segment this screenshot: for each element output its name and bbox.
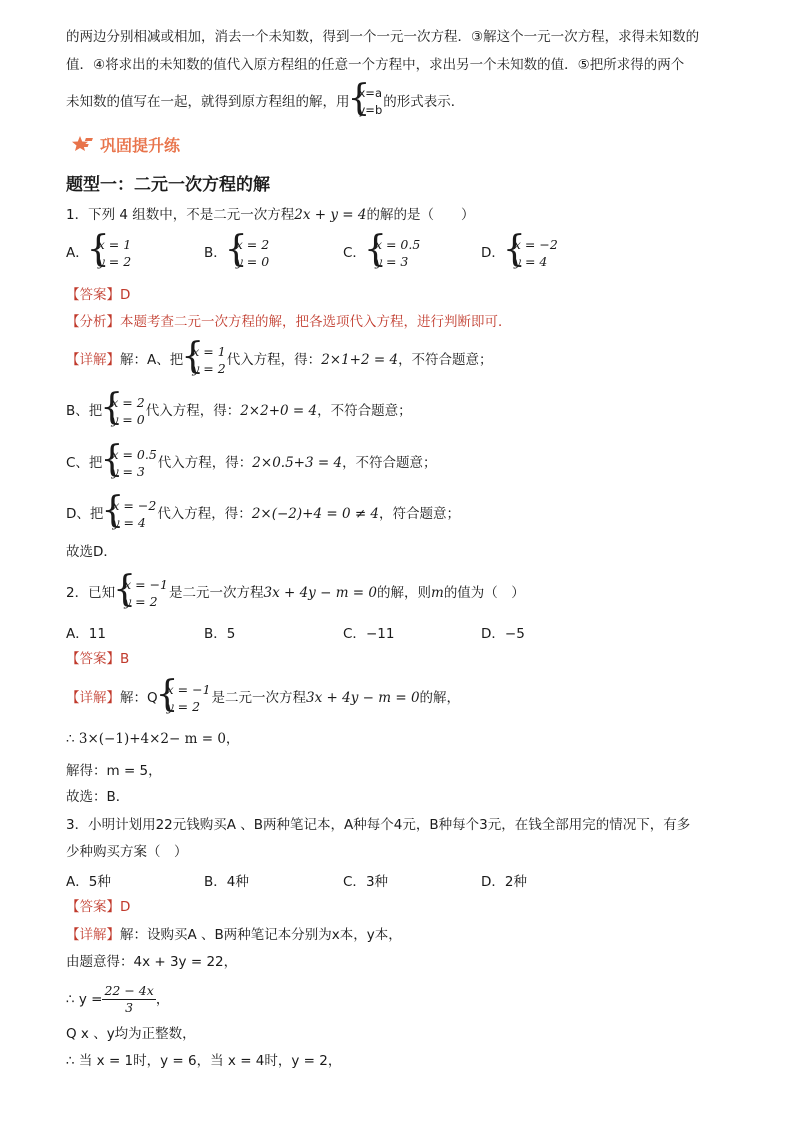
detail-text: B、把	[66, 403, 103, 419]
option-value: −11	[365, 626, 395, 642]
q1-stem	[66, 205, 474, 225]
q2-stem-text: 2．已知	[66, 585, 116, 601]
detail-text: 代入方程，得：	[226, 352, 322, 368]
sys-y: y = 3	[111, 464, 145, 479]
q1-equation: 2x + y = 4	[294, 207, 367, 223]
q2-stem-end: 的值为（ ）	[443, 585, 525, 601]
q2-step-2: 解得：m = 5，	[66, 763, 162, 779]
option-label: B．	[204, 245, 227, 261]
sys-y: y = 0	[111, 412, 145, 427]
system-top: { x=a	[358, 86, 382, 100]
option-x: { x = 2	[235, 237, 270, 252]
detail-text: C、把	[66, 455, 103, 471]
option-y: y = 3	[374, 254, 409, 269]
option-x: { x = 0.5	[374, 237, 421, 252]
sys-y: y = 2	[124, 594, 158, 609]
detail-equation: 2×(−2)+4 = 0 ≠ 4	[251, 506, 380, 522]
q1-detail-a	[66, 343, 493, 377]
detail-equation: 2×1+2 = 4	[321, 352, 399, 368]
q2-conclusion: 故选：B．	[66, 789, 130, 805]
q3-option-d[interactable]	[481, 870, 527, 890]
intro-line-3	[66, 85, 464, 119]
option-label: D．	[481, 626, 505, 642]
star-icon	[72, 135, 96, 155]
option-x: { x = −2	[513, 237, 558, 252]
q3-answer: 【答案】D	[66, 899, 131, 915]
intro-line-2: 值．④将求出的未知数的值代入原方程组的任意一个方程中，求出另一个未知数的值．⑤把所求得的两个	[66, 57, 685, 73]
intro-line-3-end: 的形式表示．	[383, 94, 465, 110]
q1-option-d[interactable]	[481, 236, 559, 270]
fraction-denominator: 3	[125, 1000, 134, 1015]
q3-option-a[interactable]	[66, 870, 111, 890]
option-label: A．	[66, 874, 89, 890]
option-label: C．	[343, 626, 366, 642]
q3-detail-4: Q x 、y均为正整数，	[66, 1026, 196, 1042]
fraction	[102, 983, 155, 1016]
detail-text: ，不符合题意；	[342, 455, 437, 471]
option-value: 5种	[88, 874, 111, 890]
sys-y: y = 4	[112, 515, 146, 530]
q2-option-d[interactable]	[481, 622, 525, 642]
q1-detail-b	[66, 394, 412, 428]
detail-text: 代入方程，得：	[157, 455, 253, 471]
q1-detail-d	[66, 497, 460, 531]
detail-equation: 3x + 4y − m = 0	[306, 690, 420, 706]
option-value: −5	[504, 626, 525, 642]
detail-text: ，	[155, 991, 170, 1008]
section-title: 巩固提升练	[100, 136, 181, 155]
q2-equation: 3x + 4y − m = 0	[263, 585, 377, 601]
detail-tag: 【详解】	[66, 690, 120, 706]
detail-text: 是二元一次方程	[211, 690, 307, 706]
detail-text: 的解，	[419, 690, 461, 706]
option-label: C．	[343, 245, 366, 261]
detail-text: 解：A、把	[120, 352, 184, 368]
option-label: A．	[66, 245, 89, 261]
detail-text: 解：设购买A 、B两种笔记本分别为x本，y本，	[120, 927, 402, 943]
q1-answer: 【答案】D	[66, 287, 131, 303]
option-y: y = 4	[513, 254, 548, 269]
option-value: 5	[226, 626, 236, 642]
q3-detail-3	[66, 983, 169, 1016]
q2-step-1: ∴ 3×(−1)+4×2− m = 0，	[66, 731, 240, 747]
q3-stem-line-2: 少种购买方案（ ）	[66, 844, 188, 860]
fraction-numerator: 22 − 4x	[104, 983, 154, 998]
sys-x: { x = 2	[111, 395, 145, 410]
q2-answer: 【答案】B	[66, 651, 130, 667]
q3-option-b[interactable]	[204, 870, 249, 890]
detail-text: ∴ y =	[66, 991, 103, 1008]
option-label: B．	[204, 626, 227, 642]
detail-text: ，不符合题意；	[398, 352, 493, 368]
option-label: D．	[481, 874, 505, 890]
sys-y: y = 2	[166, 699, 201, 714]
q3-detail-2: 由题意得：4x + 3y = 22，	[66, 954, 238, 970]
detail-text: 解：Q	[120, 690, 158, 706]
section-header	[72, 133, 180, 156]
detail-text: ，不符合题意；	[317, 403, 412, 419]
detail-equation: 2×2+0 = 4	[240, 403, 318, 419]
option-value: 4种	[226, 874, 249, 890]
sys-x: { x = −2	[112, 498, 157, 513]
option-y: y = 0	[235, 254, 270, 269]
q1-conclusion: 故选D．	[66, 544, 117, 560]
option-label: D．	[481, 245, 505, 261]
sys-y: y = 2	[192, 361, 226, 376]
q2-variable-m: m	[431, 585, 444, 601]
detail-text: 代入方程，得：	[145, 403, 241, 419]
q3-stem-line-1: 3．小明计划用22元钱购买A 、B两种笔记本，A种每个4元，B种每个3元，在钱全部用完的情况下，有多	[66, 817, 691, 833]
detail-text: D、把	[66, 506, 104, 522]
q2-stem-text: 是二元一次方程	[169, 585, 264, 601]
q1-option-a[interactable]	[66, 236, 132, 270]
detail-text: 代入方程，得：	[157, 506, 252, 522]
q2-detail	[66, 681, 460, 715]
q2-option-a[interactable]	[66, 622, 106, 642]
q3-detail-1	[66, 925, 402, 945]
detail-tag: 【详解】	[66, 352, 120, 368]
intro-line-3-text: 未知数的值写在一起，就得到原方程组的解，用	[66, 94, 350, 110]
q3-option-c[interactable]	[343, 870, 388, 890]
option-label: C．	[343, 874, 366, 890]
sys-x: { x = −1	[166, 682, 211, 697]
q1-detail-c	[66, 446, 437, 480]
detail-tag: 【详解】	[66, 927, 120, 943]
option-value: 11	[88, 626, 106, 642]
sys-x: { x = 1	[192, 344, 226, 359]
detail-equation: 2×0.5+3 = 4	[252, 455, 343, 471]
system-bottom: y=b	[358, 103, 383, 117]
q1-stem-text: 1．下列 4 组数中，不是二元一次方程	[66, 207, 295, 223]
q2-stem	[66, 576, 525, 610]
q2-option-c[interactable]	[343, 622, 394, 642]
general-solution-system	[351, 85, 383, 119]
option-value: 2种	[504, 874, 527, 890]
option-x: { x = 1	[97, 237, 132, 252]
detail-text: ，符合题意；	[379, 506, 461, 522]
q1-analysis: 【分析】本题考查二元一次方程的解，把各选项代入方程，进行判断即可．	[66, 314, 512, 330]
q3-detail-5: ∴ 当 x = 1时，y = 6，当 x = 4时，y = 2，	[66, 1053, 342, 1069]
q1-option-b[interactable]	[204, 236, 270, 270]
option-label: B．	[204, 874, 227, 890]
option-label: A．	[66, 626, 89, 642]
option-y: y = 2	[97, 254, 132, 269]
q1-stem-end: 的解的是（ ）	[366, 207, 475, 223]
intro-line-1: 的两边分别相减或相加，消去一个未知数，得到一个一元一次方程．③解这个一元一次方程，求得未知数的	[66, 29, 700, 45]
topic-heading: 题型一：二元一次方程的解	[66, 175, 270, 195]
q2-option-b[interactable]	[204, 622, 235, 642]
q2-stem-text: 的解，则	[377, 585, 431, 601]
sys-x: { x = 0.5	[111, 447, 157, 462]
option-value: 3种	[365, 874, 389, 890]
sys-x: { x = −1	[124, 577, 168, 592]
q1-option-c[interactable]	[343, 236, 421, 270]
